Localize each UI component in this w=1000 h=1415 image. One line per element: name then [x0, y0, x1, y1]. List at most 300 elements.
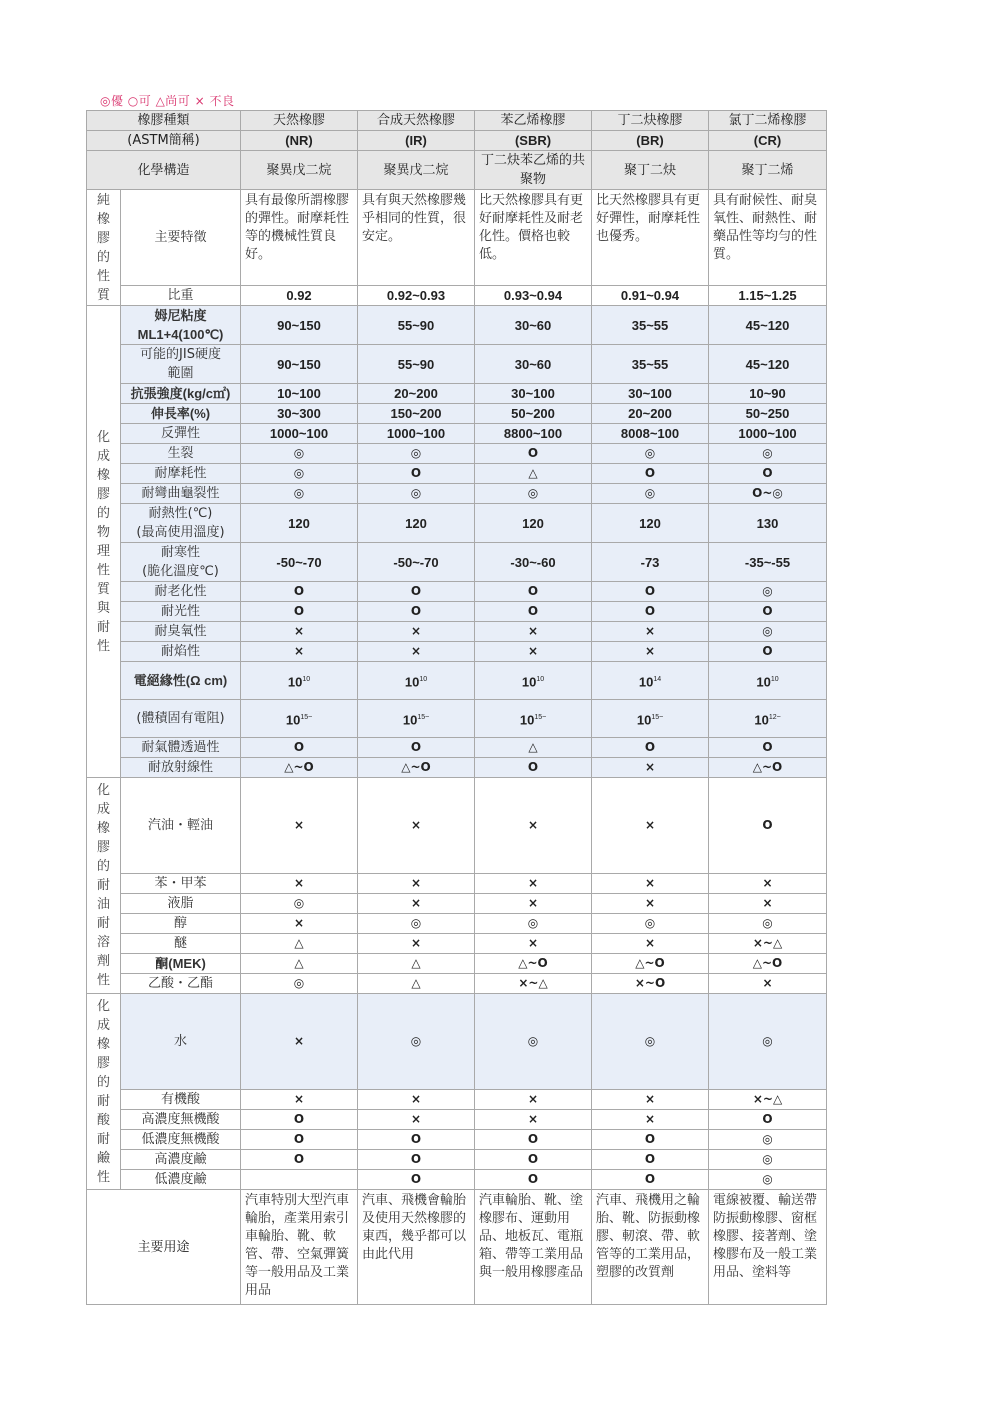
- value-cell: 0.93~0.94: [475, 286, 592, 306]
- mooney-label-line1: 姆尼粘度: [154, 308, 207, 323]
- value-cell: ◎: [475, 914, 592, 934]
- value-cell: ◎: [709, 1150, 827, 1170]
- value-cell: 55~90: [358, 306, 475, 345]
- water-label: 水: [121, 994, 241, 1090]
- group-acid-char: 膠: [96, 1055, 110, 1071]
- tensile-label: 抗張強度(kg/c㎡): [121, 384, 241, 404]
- value-cell: ×: [475, 1090, 592, 1110]
- group-acid-char: 化: [96, 998, 110, 1014]
- value-cell: ◎: [709, 582, 827, 602]
- value-cell: △: [358, 974, 475, 994]
- table-row: [87, 1130, 827, 1150]
- value-cell: O: [241, 1110, 358, 1130]
- uses-label: 主要用途: [87, 1190, 241, 1305]
- value-cell: ×: [475, 778, 592, 874]
- rating-legend: ◎優 ○可 △尚可 × 不良: [100, 94, 235, 108]
- value-base: 10: [519, 712, 535, 728]
- value-cell: [592, 700, 709, 738]
- lo_alkali-label: 低濃度鹼: [121, 1170, 241, 1190]
- value-cell: [709, 662, 827, 700]
- value-cell: O: [241, 582, 358, 602]
- value-cell: [358, 662, 475, 700]
- value-cell: △~O: [358, 758, 475, 778]
- value-cell: O: [358, 1130, 475, 1150]
- ketone-label: 酮(MEK): [121, 954, 241, 974]
- value-base: 10: [287, 674, 303, 690]
- table-row: [87, 404, 827, 424]
- value-cell: ◎: [241, 974, 358, 994]
- mooney-label: [121, 306, 241, 345]
- table-row: [87, 190, 827, 286]
- value-cell: △: [475, 738, 592, 758]
- value-cell: [475, 662, 592, 700]
- group-physical-char: 的: [96, 505, 110, 521]
- value-cell: [241, 700, 358, 738]
- group-pure-char: 純: [96, 192, 110, 208]
- table-row: [87, 1190, 827, 1305]
- value-cell: 120: [475, 504, 592, 543]
- use-text: 汽車輪胎、靴、塗橡膠布、運動用品、地板瓦、電瓶箱、帶等工業用品與一般用橡膠產品: [475, 1190, 592, 1305]
- table-row: [87, 345, 827, 384]
- value-cell: 1.15~1.25: [709, 286, 827, 306]
- group-physical-char: 質: [96, 581, 110, 597]
- light-label: 耐光性: [121, 602, 241, 622]
- table-row: [87, 444, 827, 464]
- value-cell: 150~200: [358, 404, 475, 424]
- value-cell: ×: [358, 894, 475, 914]
- group-oil-char: 耐: [96, 878, 110, 893]
- table-row: [87, 582, 827, 602]
- value-cell: ×~△: [475, 974, 592, 994]
- value-cell: ×~O: [592, 974, 709, 994]
- value-cell: ×: [358, 1110, 475, 1130]
- use-text: 汽車、飛機用之輪胎、靴、防振動橡膠、軔滾、帶、軟管等的工業用品，塑膠的改質劑: [592, 1190, 709, 1305]
- ester-label: 乙酸・乙酯: [121, 974, 241, 994]
- group-physical-char: 化: [96, 429, 110, 445]
- value-cell: O: [475, 444, 592, 464]
- value-cell: ×: [241, 914, 358, 934]
- table-row: [87, 286, 827, 306]
- rubber-abbr: (CR): [709, 131, 827, 151]
- group-acid-char: 耐: [96, 1093, 110, 1109]
- value-cell: 10~90: [709, 384, 827, 404]
- feature-text: 比天然橡膠具有更好耐摩耗性及耐老化性。價格也較低。: [475, 190, 592, 286]
- value-cell: 30~60: [475, 306, 592, 345]
- table-row: [87, 1090, 827, 1110]
- value-base: 10: [404, 674, 420, 690]
- group-physical-char: 與: [96, 600, 110, 616]
- header-structure-label: 化學構造: [87, 151, 241, 190]
- value-cell: 90~150: [241, 345, 358, 384]
- rebound-label: 反彈性: [121, 424, 241, 444]
- hi_alkali-label: 高濃度鹼: [121, 1150, 241, 1170]
- use-text: 汽車特別大型汽車輪胎，產業用索引車輪胎、靴、軟管、帶、空氣彈簧等一般用品及工業用品: [241, 1190, 358, 1305]
- value-cell: △: [358, 954, 475, 974]
- group-oil-char: 化: [96, 783, 110, 798]
- value-cell: O: [475, 1150, 592, 1170]
- value-cell: ◎: [592, 994, 709, 1090]
- rad-label: 耐放射線性: [121, 758, 241, 778]
- value-cell: [475, 700, 592, 738]
- group-acid-char: 耐: [96, 1131, 110, 1147]
- value-cell: ◎: [709, 444, 827, 464]
- hi_inorg-label: 高濃度無機酸: [121, 1110, 241, 1130]
- value-cell: O: [592, 1130, 709, 1150]
- grease-label: 液脂: [121, 894, 241, 914]
- table-row: [87, 151, 827, 190]
- group-oil-char: 膠: [96, 840, 110, 855]
- gas-label: 耐氣體透過性: [121, 738, 241, 758]
- elong-label: 伸長率(%): [121, 404, 241, 424]
- rubber-abbr: (IR): [358, 131, 475, 151]
- rubber-name: 氯丁二烯橡膠: [709, 111, 827, 131]
- value-cell: ×: [475, 642, 592, 662]
- group-oil-char: 耐: [96, 916, 110, 931]
- value-cell: O: [241, 1150, 358, 1170]
- value-cell: O: [592, 464, 709, 484]
- value-cell: ◎: [241, 484, 358, 504]
- ozone-label: 耐臭氧性: [121, 622, 241, 642]
- table-row: [87, 384, 827, 404]
- value-cell: ◎: [592, 484, 709, 504]
- rubber-structure: 聚異戊二烷: [358, 151, 475, 190]
- value-cell: O: [592, 602, 709, 622]
- rubber-structure: 聚丁二烯: [709, 151, 827, 190]
- value-base: 10: [636, 712, 652, 728]
- group-oil-char: 橡: [96, 821, 110, 836]
- group-acid-char: 性: [96, 1169, 110, 1185]
- value-base: 10: [754, 712, 769, 728]
- value-cell: ×: [241, 622, 358, 642]
- table-row: [87, 464, 827, 484]
- value-cell: O: [475, 1130, 592, 1150]
- value-cell: -35~-55: [709, 543, 827, 582]
- value-cell: O: [475, 758, 592, 778]
- rubber-abbr: (SBR): [475, 131, 592, 151]
- value-cell: △: [241, 954, 358, 974]
- value-cell: O: [241, 738, 358, 758]
- rubber-name: 苯乙烯橡膠: [475, 111, 592, 131]
- group-acid-char: 的: [96, 1074, 110, 1090]
- value-exponent: 12~: [768, 713, 781, 721]
- value-cell: O: [241, 602, 358, 622]
- table-row: [87, 602, 827, 622]
- table-row: [87, 484, 827, 504]
- value-cell: O: [358, 464, 475, 484]
- value-cell: 130: [709, 504, 827, 543]
- value-cell: ◎: [475, 484, 592, 504]
- group-physical-char: 物: [96, 524, 110, 540]
- value-cell: △: [475, 464, 592, 484]
- value-cell: ×: [592, 622, 709, 642]
- table-row: [87, 934, 827, 954]
- value-cell: ×: [709, 894, 827, 914]
- table-row: [87, 994, 827, 1090]
- value-cell: ×~△: [709, 934, 827, 954]
- value-cell: O: [709, 602, 827, 622]
- heat-label-line2: (最高使用溫度): [136, 525, 225, 540]
- value-cell: -73: [592, 543, 709, 582]
- value-cell: [709, 700, 827, 738]
- value-cell: 1000~100: [709, 424, 827, 444]
- value-cell: ◎: [709, 994, 827, 1090]
- table-row: [87, 543, 827, 582]
- value-cell: ×: [241, 874, 358, 894]
- value-cell: ◎: [241, 464, 358, 484]
- value-cell: 30~100: [475, 384, 592, 404]
- value-cell: ×: [358, 642, 475, 662]
- jis-label-line1: 可能的JIS硬度: [140, 347, 221, 362]
- value-cell: [241, 1170, 358, 1190]
- flame-label: 耐焰性: [121, 642, 241, 662]
- value-cell: 35~55: [592, 306, 709, 345]
- group-acid-char: 鹼: [96, 1150, 110, 1166]
- group-pure-char: 性: [96, 268, 110, 284]
- value-cell: △~O: [592, 954, 709, 974]
- group-oil-char: 油: [96, 897, 110, 912]
- value-cell: O: [709, 738, 827, 758]
- value-cell: ×: [241, 642, 358, 662]
- value-cell: ◎: [592, 914, 709, 934]
- table-row: [87, 974, 827, 994]
- alcohol-label: 醇: [121, 914, 241, 934]
- group-oil-char: 成: [96, 802, 110, 817]
- value-cell: ◎: [241, 894, 358, 914]
- value-cell: -30~-60: [475, 543, 592, 582]
- value-cell: O: [475, 1170, 592, 1190]
- value-cell: ×: [592, 874, 709, 894]
- group-physical-char: 膠: [96, 486, 110, 502]
- rubber-abbr: (BR): [592, 131, 709, 151]
- value-cell: 90~150: [241, 306, 358, 345]
- value-exponent: 10: [536, 675, 545, 683]
- group-pure-char: 橡: [96, 211, 110, 227]
- rubber-structure: 聚丁二炔: [592, 151, 709, 190]
- value-cell: ×: [475, 934, 592, 954]
- value-cell: ×: [592, 1090, 709, 1110]
- table-row: [87, 1170, 827, 1190]
- table-row: [87, 131, 827, 151]
- value-cell: [592, 662, 709, 700]
- value-cell: [241, 662, 358, 700]
- group-oil-char: 溶: [96, 935, 110, 950]
- aging-label: 耐老化性: [121, 582, 241, 602]
- table-row: [87, 738, 827, 758]
- value-cell: ×: [592, 894, 709, 914]
- gasoline-label: 汽油・輕油: [121, 778, 241, 874]
- feature-text: 具有耐候性、耐臭氧性、耐熱性、耐藥品性等均勻的性質。: [709, 190, 827, 286]
- value-cell: O: [475, 582, 592, 602]
- group-oil-char: 性: [96, 973, 110, 988]
- group-physical-char: 性: [96, 562, 110, 578]
- table-row: [87, 1150, 827, 1170]
- value-cell: △~O: [475, 954, 592, 974]
- value-exponent: 15~: [417, 713, 430, 721]
- value-cell: ◎: [709, 914, 827, 934]
- value-cell: O: [709, 1110, 827, 1130]
- table-row: [87, 874, 827, 894]
- value-cell: ×~△: [709, 1090, 827, 1110]
- rubber-structure: 丁二炔苯乙烯的共聚物: [475, 151, 592, 190]
- value-cell: △~O: [709, 954, 827, 974]
- value-cell: 10~100: [241, 384, 358, 404]
- group-acid-char: 成: [96, 1017, 110, 1033]
- value-cell: ◎: [709, 1170, 827, 1190]
- value-cell: 20~200: [358, 384, 475, 404]
- value-cell: ×: [592, 758, 709, 778]
- value-cell: ×: [592, 934, 709, 954]
- value-cell: ×: [358, 1090, 475, 1110]
- table-row: [87, 111, 827, 131]
- value-base: 10: [521, 674, 537, 690]
- group-acid-char: 酸: [96, 1112, 110, 1128]
- rubber-properties-table: [86, 110, 827, 1305]
- value-cell: O: [709, 778, 827, 874]
- value-cell: O: [358, 1150, 475, 1170]
- group-physical: [87, 306, 121, 778]
- value-cell: ×: [241, 994, 358, 1090]
- value-cell: 120: [241, 504, 358, 543]
- value-exponent: 15~: [300, 713, 313, 721]
- vol-label: (體積固有電阻): [121, 700, 241, 738]
- value-base: 10: [756, 674, 771, 690]
- value-cell: 0.91~0.94: [592, 286, 709, 306]
- value-cell: 45~120: [709, 306, 827, 345]
- value-cell: 50~250: [709, 404, 827, 424]
- group-physical-char: 性: [96, 638, 110, 654]
- benzene-label: 苯・甲苯: [121, 874, 241, 894]
- organic-label: 有機酸: [121, 1090, 241, 1110]
- value-exponent: 10: [770, 675, 779, 683]
- table-row: [87, 642, 827, 662]
- value-cell: 1000~100: [241, 424, 358, 444]
- rubber-structure: 聚異戊二烷: [241, 151, 358, 190]
- value-cell: 35~55: [592, 345, 709, 384]
- value-cell: -50~-70: [241, 543, 358, 582]
- group-acid: [87, 994, 121, 1190]
- value-cell: 45~120: [709, 345, 827, 384]
- header-type-label: 橡膠種類: [87, 111, 241, 131]
- group-oil: [87, 778, 121, 994]
- value-cell: O: [592, 1170, 709, 1190]
- group-physical-char: 橡: [96, 467, 110, 483]
- value-cell: 8008~100: [592, 424, 709, 444]
- features-label: 主要特徵: [121, 190, 241, 286]
- cold-label-line1: 耐寒性: [161, 545, 201, 560]
- jis-label: [121, 345, 241, 384]
- value-cell: ◎: [358, 444, 475, 464]
- value-cell: O~◎: [709, 484, 827, 504]
- value-base: 10: [638, 674, 654, 690]
- group-physical-char: 理: [96, 543, 110, 559]
- rubber-abbr: (NR): [241, 131, 358, 151]
- value-exponent: 10: [419, 675, 428, 683]
- value-cell: 0.92: [241, 286, 358, 306]
- value-cell: ×: [709, 974, 827, 994]
- feature-text: 比天然橡膠具有更好彈性，耐摩耗性也優秀。: [592, 190, 709, 286]
- table-row: [87, 622, 827, 642]
- value-cell: ×: [475, 874, 592, 894]
- value-cell: 50~200: [475, 404, 592, 424]
- gravity-label: 比重: [121, 286, 241, 306]
- value-cell: ×: [358, 934, 475, 954]
- cold-label: [121, 543, 241, 582]
- heat-label: [121, 504, 241, 543]
- value-cell: ◎: [241, 444, 358, 464]
- table-row: [87, 758, 827, 778]
- value-exponent: 15~: [534, 713, 547, 721]
- value-exponent: 10: [302, 675, 311, 683]
- elec-label: 電絕緣性(Ω cm): [121, 662, 241, 700]
- mooney-label-line2: ML1+4(100℃): [137, 327, 224, 342]
- value-cell: ×: [592, 642, 709, 662]
- value-cell: O: [709, 642, 827, 662]
- value-cell: ×: [709, 874, 827, 894]
- value-exponent: 14: [653, 675, 662, 683]
- value-cell: ×: [358, 622, 475, 642]
- value-cell: 1000~100: [358, 424, 475, 444]
- value-base: 10: [402, 712, 418, 728]
- value-cell: △: [241, 934, 358, 954]
- group-pure-char: 膠: [96, 230, 110, 246]
- ether-label: 醚: [121, 934, 241, 954]
- value-cell: O: [358, 602, 475, 622]
- table-row: [87, 1110, 827, 1130]
- value-cell: 30~60: [475, 345, 592, 384]
- value-cell: ◎: [475, 994, 592, 1090]
- abrasion-label: 耐摩耗性: [121, 464, 241, 484]
- table-row: [87, 504, 827, 543]
- value-cell: ◎: [709, 622, 827, 642]
- value-cell: 8800~100: [475, 424, 592, 444]
- value-cell: O: [475, 602, 592, 622]
- jis-label-line2: 範圍: [167, 366, 194, 381]
- value-cell: ◎: [358, 994, 475, 1090]
- rubber-name: 天然橡膠: [241, 111, 358, 131]
- table-row: [87, 306, 827, 345]
- value-cell: ×: [475, 1110, 592, 1130]
- group-oil-char: 的: [96, 859, 110, 874]
- flex-label: 耐彎曲龜裂性: [121, 484, 241, 504]
- value-cell: O: [592, 1150, 709, 1170]
- feature-text: 具有與天然橡膠幾乎相同的性質，很安定。: [358, 190, 475, 286]
- value-cell: ×: [475, 622, 592, 642]
- rubber-name: 合成天然橡膠: [358, 111, 475, 131]
- rubber-name: 丁二炔橡膠: [592, 111, 709, 131]
- value-cell: 120: [358, 504, 475, 543]
- value-cell: ◎: [358, 484, 475, 504]
- use-text: 汽車、飛機會輪胎及使用天然橡膠的東西，幾乎都可以由此代用: [358, 1190, 475, 1305]
- use-text: 電線被覆、輸送帶防振動橡膠、窗框橡膠、接著劑、塗橡膠布及一般工業用品、塗料等: [709, 1190, 827, 1305]
- value-cell: ◎: [592, 444, 709, 464]
- value-cell: O: [592, 738, 709, 758]
- value-cell: O: [592, 582, 709, 602]
- value-cell: 55~90: [358, 345, 475, 384]
- value-cell: 20~200: [592, 404, 709, 424]
- value-cell: ×: [592, 778, 709, 874]
- table-row: [87, 700, 827, 738]
- group-pure-char: 質: [96, 287, 110, 303]
- value-cell: ×: [241, 778, 358, 874]
- value-cell: -50~-70: [358, 543, 475, 582]
- cold-label-line2: (脆化溫度℃): [142, 564, 219, 579]
- value-cell: O: [358, 1170, 475, 1190]
- value-cell: ×: [475, 894, 592, 914]
- value-cell: O: [358, 582, 475, 602]
- heat-label-line1: 耐熱性(℃): [148, 506, 213, 521]
- value-cell: ×: [241, 1090, 358, 1110]
- table-row: [87, 954, 827, 974]
